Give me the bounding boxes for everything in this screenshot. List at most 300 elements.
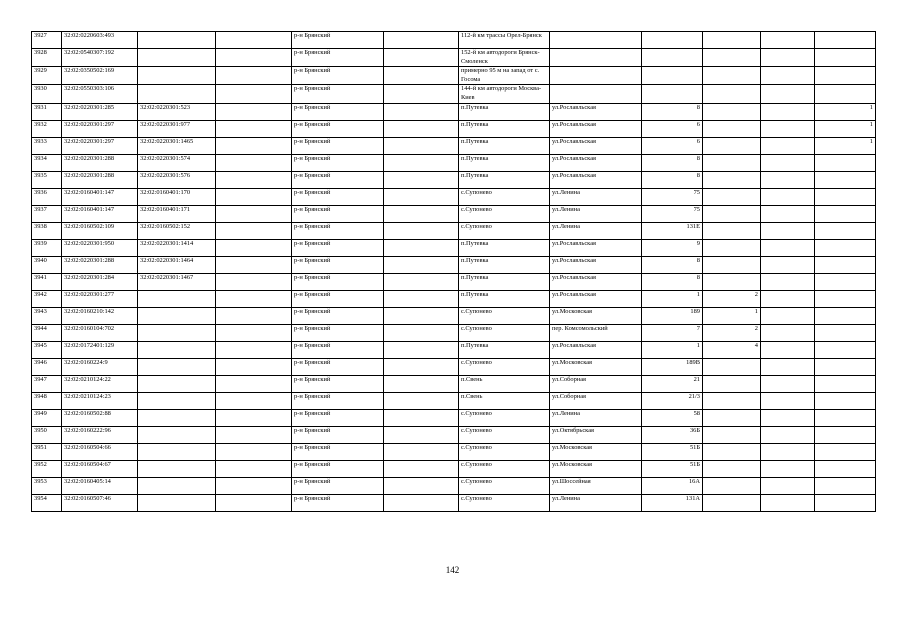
cell-house: 7 (642, 324, 703, 341)
cell-house: 189 (642, 307, 703, 324)
cell-cadastral-number: 32:02:0220301:288 (62, 154, 138, 171)
cell-row-number: 3951 (32, 443, 62, 460)
cell-district: р-н Брянский (292, 460, 384, 477)
cell-column-4 (216, 358, 292, 375)
cell-district: р-н Брянский (292, 494, 384, 511)
cell-locality: п.Путевка (459, 256, 550, 273)
cell-row-number: 3952 (32, 460, 62, 477)
cell-column-6 (384, 67, 459, 85)
cell-cadastral-number: 32:02:0210124:22 (62, 375, 138, 392)
cell-street: ул.Соборная (550, 375, 642, 392)
cell-district: р-н Брянский (292, 477, 384, 494)
cell-cadastral-number: 32:02:0160210:142 (62, 307, 138, 324)
cell-district: р-н Брянский (292, 154, 384, 171)
cell-street: ул.Ленина (550, 188, 642, 205)
table-row (32, 205, 876, 222)
cell-column-4 (216, 273, 292, 290)
cell-street: ул.Рославльская (550, 103, 642, 120)
cell-column-6 (384, 85, 459, 103)
cell-locality: с.Супонево (459, 494, 550, 511)
cell-row-number: 3954 (32, 494, 62, 511)
cell-building (703, 85, 761, 103)
cell-street: ул.Ленина (550, 409, 642, 426)
cell-column-6 (384, 307, 459, 324)
table-row (32, 392, 876, 409)
table-row (32, 307, 876, 324)
cell-building (703, 103, 761, 120)
cell-column-11 (761, 392, 815, 409)
cell-column-4 (216, 460, 292, 477)
cell-column-4 (216, 205, 292, 222)
cell-building: 2 (703, 324, 761, 341)
cell-building (703, 477, 761, 494)
cell-district: р-н Брянский (292, 222, 384, 239)
cell-locality: с.Супонево (459, 409, 550, 426)
cell-cadastral-number-2 (138, 307, 216, 324)
cell-house: 51Б (642, 460, 703, 477)
cell-cadastral-number-2: 32:02:0220301:1467 (138, 273, 216, 290)
cell-house: 21/3 (642, 392, 703, 409)
cell-column-12 (815, 32, 876, 49)
cell-column-11 (761, 171, 815, 188)
cell-district: р-н Брянский (292, 49, 384, 67)
cell-row-number: 3938 (32, 222, 62, 239)
cell-column-4 (216, 85, 292, 103)
cell-building (703, 443, 761, 460)
cell-house: 58 (642, 409, 703, 426)
cell-column-4 (216, 409, 292, 426)
cell-column-4 (216, 494, 292, 511)
cell-column-11 (761, 341, 815, 358)
cell-column-6 (384, 205, 459, 222)
cell-row-number: 3930 (32, 85, 62, 103)
cell-locality: с.Супонево (459, 460, 550, 477)
cell-cadastral-number: 32:02:0220301:288 (62, 171, 138, 188)
cell-column-12 (815, 494, 876, 511)
cell-house (642, 85, 703, 103)
cell-district: р-н Брянский (292, 358, 384, 375)
cell-column-11 (761, 460, 815, 477)
cell-column-6 (384, 120, 459, 137)
cell-cadastral-number-2 (138, 375, 216, 392)
cell-street: ул.Московская (550, 460, 642, 477)
cell-house: 9 (642, 239, 703, 256)
cell-row-number: 3939 (32, 239, 62, 256)
cell-column-6 (384, 137, 459, 154)
cell-column-12 (815, 222, 876, 239)
cell-column-6 (384, 188, 459, 205)
table-row (32, 67, 876, 85)
cell-column-4 (216, 426, 292, 443)
cell-cadastral-number: 32:02:0160401:147 (62, 188, 138, 205)
cell-cadastral-number-2 (138, 477, 216, 494)
cell-locality: п.Путевка (459, 290, 550, 307)
cell-district: р-н Брянский (292, 171, 384, 188)
registry-table-body (32, 32, 876, 512)
table-row (32, 85, 876, 103)
cell-building (703, 426, 761, 443)
cell-column-12 (815, 307, 876, 324)
cell-column-4 (216, 443, 292, 460)
cell-house: 6 (642, 137, 703, 154)
table-row (32, 290, 876, 307)
cell-cadastral-number: 32:02:0540307:192 (62, 49, 138, 67)
cell-building (703, 375, 761, 392)
cell-house: 16А (642, 477, 703, 494)
cell-building (703, 256, 761, 273)
cell-row-number: 3945 (32, 341, 62, 358)
table-row (32, 341, 876, 358)
cell-district: р-н Брянский (292, 324, 384, 341)
table-row (32, 426, 876, 443)
cell-column-11 (761, 375, 815, 392)
cell-column-4 (216, 171, 292, 188)
cell-column-11 (761, 205, 815, 222)
cell-house: 8 (642, 256, 703, 273)
cell-column-4 (216, 477, 292, 494)
cell-column-11 (761, 120, 815, 137)
cell-locality: с.Супонево (459, 426, 550, 443)
cell-building (703, 49, 761, 67)
cell-building (703, 392, 761, 409)
cell-column-6 (384, 154, 459, 171)
cell-column-6 (384, 273, 459, 290)
table-row (32, 103, 876, 120)
table-row (32, 239, 876, 256)
cell-locality: примерно 95 м на запад от с. Госома (459, 67, 550, 85)
cell-district: р-н Брянский (292, 273, 384, 290)
cell-column-4 (216, 290, 292, 307)
table-row (32, 137, 876, 154)
cell-row-number: 3935 (32, 171, 62, 188)
cell-column-4 (216, 239, 292, 256)
cell-street: ул.Рославльская (550, 137, 642, 154)
table-row (32, 154, 876, 171)
cell-row-number: 3953 (32, 477, 62, 494)
cell-column-11 (761, 426, 815, 443)
cell-column-6 (384, 358, 459, 375)
cell-locality: п.Путевка (459, 171, 550, 188)
cell-district: р-н Брянский (292, 239, 384, 256)
cell-cadastral-number-2: 32:02:0220301:977 (138, 120, 216, 137)
cell-locality: с.Супонево (459, 205, 550, 222)
cell-column-6 (384, 290, 459, 307)
cell-locality: с.Супонево (459, 307, 550, 324)
cell-locality: п.Путевка (459, 341, 550, 358)
cell-building (703, 222, 761, 239)
table-row (32, 324, 876, 341)
cell-column-6 (384, 443, 459, 460)
cell-cadastral-number: 32:02:0160507:46 (62, 494, 138, 511)
cell-cadastral-number: 32:02:0220301:297 (62, 137, 138, 154)
cell-column-11 (761, 85, 815, 103)
table-row (32, 32, 876, 49)
table-row (32, 273, 876, 290)
cell-house: 189В (642, 358, 703, 375)
cell-column-11 (761, 443, 815, 460)
cell-row-number: 3937 (32, 205, 62, 222)
cell-column-4 (216, 49, 292, 67)
cell-cadastral-number: 32:02:0160222:96 (62, 426, 138, 443)
cell-column-4 (216, 188, 292, 205)
cell-cadastral-number-2 (138, 67, 216, 85)
cell-building: 4 (703, 341, 761, 358)
cell-locality: п.Путевка (459, 103, 550, 120)
cell-column-6 (384, 409, 459, 426)
cell-cadastral-number: 32:02:0160502:88 (62, 409, 138, 426)
table-row (32, 375, 876, 392)
cell-column-12 (815, 290, 876, 307)
cell-building (703, 358, 761, 375)
table-row (32, 256, 876, 273)
cell-locality: п.Свень (459, 375, 550, 392)
cell-column-12 (815, 171, 876, 188)
cell-house: 51Б (642, 443, 703, 460)
cell-column-12 (815, 239, 876, 256)
cell-row-number: 3950 (32, 426, 62, 443)
cell-row-number: 3948 (32, 392, 62, 409)
cell-column-12 (815, 205, 876, 222)
cell-column-6 (384, 171, 459, 188)
cell-house: 8 (642, 273, 703, 290)
table-row (32, 494, 876, 511)
table-row (32, 49, 876, 67)
cell-cadastral-number: 32:02:0160502:109 (62, 222, 138, 239)
cell-street: ул.Рославльская (550, 239, 642, 256)
cell-street: ул.Рославльская (550, 256, 642, 273)
cell-column-4 (216, 324, 292, 341)
table-row (32, 477, 876, 494)
cell-locality: с.Супонево (459, 443, 550, 460)
cell-district: р-н Брянский (292, 392, 384, 409)
cell-column-11 (761, 290, 815, 307)
cell-column-12 (815, 375, 876, 392)
cell-row-number: 3946 (32, 358, 62, 375)
cell-building (703, 137, 761, 154)
cell-row-number: 3949 (32, 409, 62, 426)
cell-column-12 (815, 426, 876, 443)
cell-cadastral-number: 32:02:0210124:23 (62, 392, 138, 409)
cell-column-12 (815, 324, 876, 341)
cell-column-6 (384, 324, 459, 341)
cell-column-4 (216, 256, 292, 273)
cell-building (703, 409, 761, 426)
cell-column-4 (216, 341, 292, 358)
cell-column-11 (761, 103, 815, 120)
cell-district: р-н Брянский (292, 32, 384, 49)
cell-district: р-н Брянский (292, 188, 384, 205)
cell-column-6 (384, 32, 459, 49)
cell-column-11 (761, 222, 815, 239)
cell-cadastral-number: 32:02:0220301:277 (62, 290, 138, 307)
cell-cadastral-number-2: 32:02:0160401:171 (138, 205, 216, 222)
cell-cadastral-number-2: 32:02:0160502:152 (138, 222, 216, 239)
cell-house: 1 (642, 290, 703, 307)
cell-row-number: 3936 (32, 188, 62, 205)
cell-house: 1 (642, 341, 703, 358)
cell-cadastral-number-2 (138, 324, 216, 341)
cell-cadastral-number-2 (138, 409, 216, 426)
cell-cadastral-number-2 (138, 358, 216, 375)
cell-cadastral-number-2 (138, 49, 216, 67)
cell-street: ул.Ленина (550, 494, 642, 511)
cell-street: ул.Ленина (550, 222, 642, 239)
cell-locality: с.Супонево (459, 358, 550, 375)
cell-row-number: 3933 (32, 137, 62, 154)
cell-row-number: 3944 (32, 324, 62, 341)
cell-locality: п.Путевка (459, 120, 550, 137)
cell-cadastral-number: 32:02:0220603:493 (62, 32, 138, 49)
cell-street: ул.Октябрьская (550, 426, 642, 443)
cell-column-4 (216, 137, 292, 154)
cell-cadastral-number: 32:02:0160104:702 (62, 324, 138, 341)
cell-district: р-н Брянский (292, 67, 384, 85)
cell-building (703, 154, 761, 171)
cell-street (550, 67, 642, 85)
cell-column-11 (761, 273, 815, 290)
cell-column-6 (384, 426, 459, 443)
cell-column-6 (384, 49, 459, 67)
cell-building (703, 494, 761, 511)
cell-house: 21 (642, 375, 703, 392)
cell-street: ул.Рославльская (550, 341, 642, 358)
cell-column-12 (815, 49, 876, 67)
cell-cadastral-number-2: 32:02:0220301:1414 (138, 239, 216, 256)
cell-house: 36Б (642, 426, 703, 443)
cell-cadastral-number-2 (138, 85, 216, 103)
cell-row-number: 3941 (32, 273, 62, 290)
cell-cadastral-number: 32:02:0220301:288 (62, 256, 138, 273)
table-row (32, 460, 876, 477)
registry-table (31, 31, 876, 512)
cell-row-number: 3932 (32, 120, 62, 137)
cell-column-6 (384, 239, 459, 256)
cell-house: 131Е (642, 222, 703, 239)
cell-column-6 (384, 375, 459, 392)
cell-column-4 (216, 154, 292, 171)
cell-locality: с.Супонево (459, 324, 550, 341)
cell-house: 6 (642, 120, 703, 137)
cell-cadastral-number: 32:02:0350502:169 (62, 67, 138, 85)
cell-column-12 (815, 392, 876, 409)
cell-column-11 (761, 477, 815, 494)
cell-row-number: 3929 (32, 67, 62, 85)
cell-cadastral-number-2 (138, 290, 216, 307)
cell-column-6 (384, 222, 459, 239)
cell-column-6 (384, 103, 459, 120)
cell-column-12: 1 (815, 137, 876, 154)
cell-street: ул.Рославльская (550, 290, 642, 307)
cell-street: ул.Московская (550, 358, 642, 375)
cell-building (703, 32, 761, 49)
cell-column-11 (761, 239, 815, 256)
cell-column-6 (384, 341, 459, 358)
cell-building (703, 273, 761, 290)
cell-building (703, 460, 761, 477)
cell-cadastral-number: 32:02:0172401:129 (62, 341, 138, 358)
cell-cadastral-number: 32:02:0220301:284 (62, 273, 138, 290)
cell-cadastral-number-2 (138, 460, 216, 477)
cell-column-12 (815, 409, 876, 426)
cell-column-12 (815, 256, 876, 273)
cell-cadastral-number: 32:02:0220301:285 (62, 103, 138, 120)
cell-column-11 (761, 358, 815, 375)
table-row (32, 120, 876, 137)
cell-column-6 (384, 460, 459, 477)
cell-street: пер. Комсомольский (550, 324, 642, 341)
cell-locality: 112-й км трассы Орел-Брянск (459, 32, 550, 49)
cell-cadastral-number-2: 32:02:0220301:1465 (138, 137, 216, 154)
cell-cadastral-number: 32:02:0220301:950 (62, 239, 138, 256)
cell-row-number: 3934 (32, 154, 62, 171)
table-row (32, 171, 876, 188)
cell-cadastral-number-2: 32:02:0220301:1464 (138, 256, 216, 273)
table-row (32, 409, 876, 426)
cell-cadastral-number: 32:02:0160504:67 (62, 460, 138, 477)
cell-column-12 (815, 341, 876, 358)
cell-building (703, 171, 761, 188)
cell-cadastral-number-2 (138, 494, 216, 511)
cell-column-4 (216, 103, 292, 120)
cell-building (703, 239, 761, 256)
cell-street: ул.Московская (550, 307, 642, 324)
cell-cadastral-number-2 (138, 426, 216, 443)
cell-house: 8 (642, 103, 703, 120)
cell-locality: п.Путевка (459, 273, 550, 290)
cell-column-11 (761, 188, 815, 205)
cell-column-11 (761, 67, 815, 85)
cell-column-4 (216, 32, 292, 49)
cell-row-number: 3931 (32, 103, 62, 120)
cell-cadastral-number: 32:02:0160401:147 (62, 205, 138, 222)
cell-column-12 (815, 443, 876, 460)
cell-cadastral-number-2: 32:02:0220301:576 (138, 171, 216, 188)
cell-house (642, 32, 703, 49)
cell-column-12 (815, 358, 876, 375)
cell-row-number: 3928 (32, 49, 62, 67)
cell-street: ул.Ленина (550, 205, 642, 222)
table-row (32, 188, 876, 205)
cell-district: р-н Брянский (292, 290, 384, 307)
cell-locality: с.Супонево (459, 188, 550, 205)
cell-street (550, 85, 642, 103)
cell-column-12: 1 (815, 103, 876, 120)
cell-building (703, 205, 761, 222)
cell-locality: п.Путевка (459, 154, 550, 171)
cell-locality: 152-й км автодороги Брянск-Смоленск (459, 49, 550, 67)
cell-district: р-н Брянский (292, 409, 384, 426)
cell-street: ул.Рославльская (550, 154, 642, 171)
cell-district: р-н Брянский (292, 426, 384, 443)
cell-street: ул.Рославльская (550, 273, 642, 290)
cell-locality: п.Путевка (459, 239, 550, 256)
cell-street: ул.Московская (550, 443, 642, 460)
cell-building: 1 (703, 307, 761, 324)
cell-column-6 (384, 256, 459, 273)
table-row (32, 222, 876, 239)
cell-district: р-н Брянский (292, 307, 384, 324)
cell-house: 8 (642, 154, 703, 171)
cell-column-11 (761, 256, 815, 273)
cell-column-4 (216, 307, 292, 324)
cell-street (550, 49, 642, 67)
cell-locality: с.Супонево (459, 222, 550, 239)
cell-column-12 (815, 477, 876, 494)
cell-cadastral-number: 32:02:0550303:106 (62, 85, 138, 103)
cell-cadastral-number-2: 32:02:0160401:170 (138, 188, 216, 205)
cell-column-12 (815, 273, 876, 290)
cell-house (642, 49, 703, 67)
